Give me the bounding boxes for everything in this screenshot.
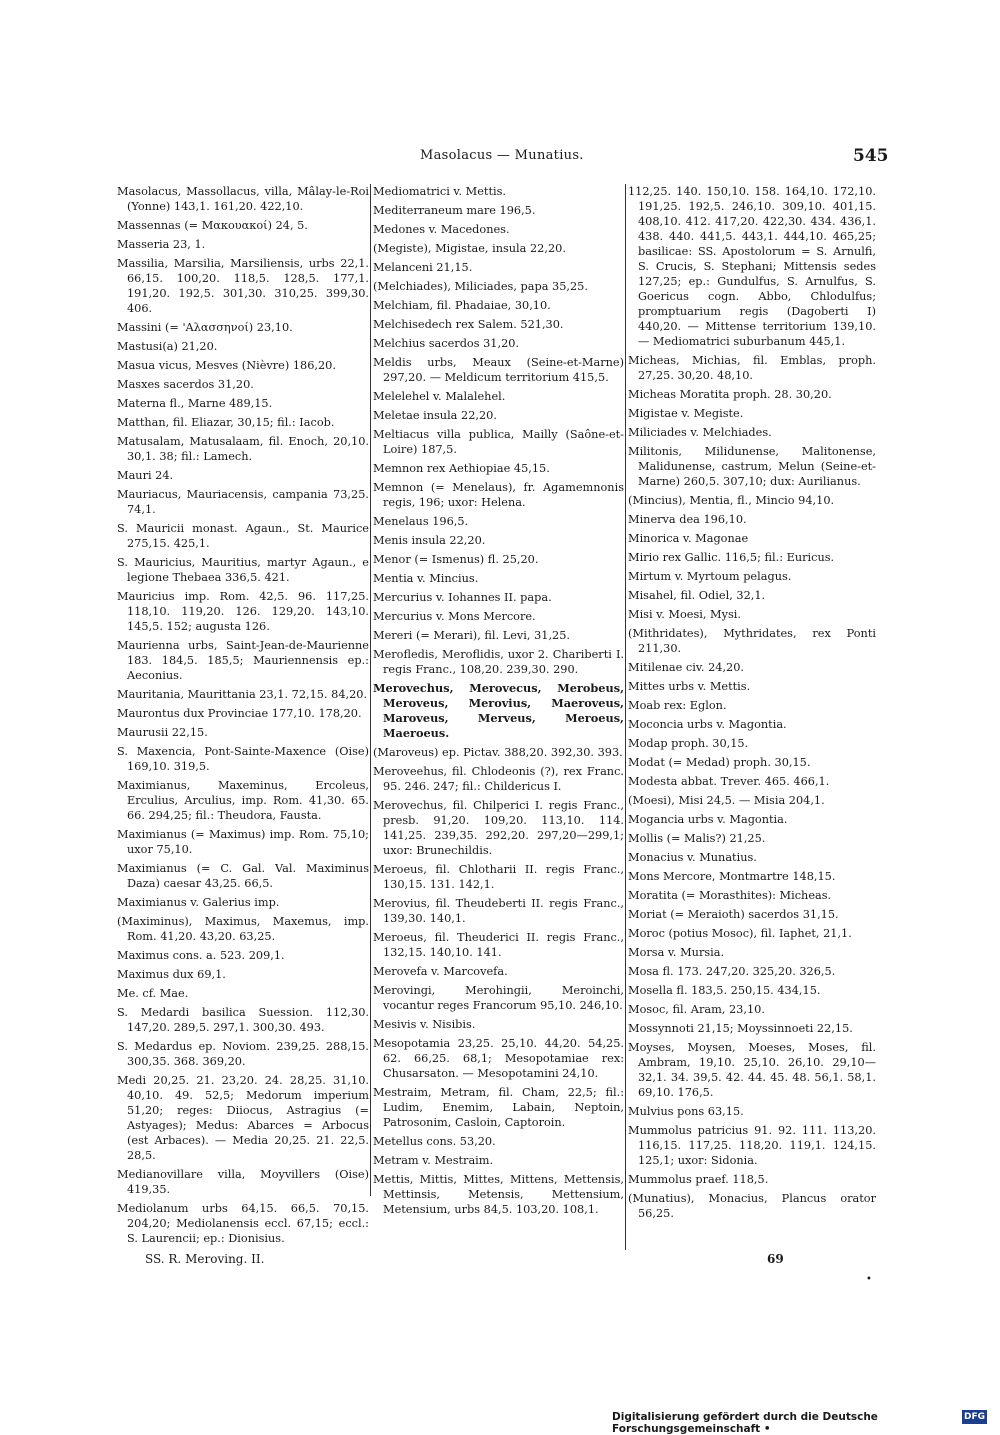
index-entry: S. Maxencia, Pont-Sainte-Maxence (Oise) 169,10. 319,5. — [117, 745, 369, 773]
index-column-2 — [373, 184, 624, 1221]
index-entry: Maximus cons. a. 523. 209,1. — [117, 949, 285, 962]
index-entry: Moroc (potius Mosoc), fil. Iaphet, 21,1. — [628, 927, 852, 940]
page-title: Masolacus — Munatius. — [420, 148, 584, 163]
index-entry: Materna fl., Marne 489,15. — [117, 397, 273, 410]
index-entry: Mediomatrici v. Mettis. — [373, 185, 506, 198]
digitization-notice: Digitalisierung gefördert durch die Deutsche Forschungsgemeinschaft • — [612, 1411, 878, 1435]
index-entry: Minorica v. Magonae — [628, 532, 749, 545]
sheet-signature: 69 — [767, 1252, 784, 1266]
index-entry: (Mincius), Mentia, fl., Mincio 94,10. — [628, 494, 835, 507]
index-entry: Meroveehus, fil. Chlodeonis (?), rex Franc. 95. 246. 247; fil.: Childericus I. — [373, 765, 624, 793]
index-entry: 112,25. 140. 150,10. 158. 164,10. 172,10. 191,25. 192,5. 246,10. 309,10. 401,15. 408,10. 412. 417,20. 422,30. 434. 436,1. 438. 440. 441,5. 443,1. 444,10. 465,25; basilicae: SS. Apostolorum = S. Arnulfi, S. Crucis, S. Stephani; Mittensis sedes 127,25; ep.: Gundulfus, S. Arnulfus, S. Goericus cogn. Abbo, Chlodulfus; promptuarium regis (Dagoberti I) 440,20. — Mittense territorium 139,10. — Mediomatrici suburbanum 445,1. — [628, 185, 876, 348]
index-entry: S. Medardus ep. Noviom. 239,25. 288,15. 300,35. 368. 369,20. — [117, 1040, 369, 1068]
page-number: 545 — [853, 146, 889, 166]
index-entry: (Munatius), Monacius, Plancus orator 56,25. — [628, 1192, 876, 1220]
index-entry: Misahel, fil. Odiel, 32,1. — [628, 589, 766, 602]
index-entry: (Melchiades), Miliciades, papa 35,25. — [373, 280, 588, 293]
index-entry: Mosa fl. 173. 247,20. 325,20. 326,5. — [628, 965, 836, 978]
index-entry: Minerva dea 196,10. — [628, 513, 747, 526]
index-entry: Modat (= Medad) proph. 30,15. — [628, 756, 811, 769]
index-entry: Mauritania, Maurittania 23,1. 72,15. 84,20. — [117, 688, 368, 701]
index-entry: Migistae v. Megiste. — [628, 407, 744, 420]
index-entry: Matthan, fil. Eliazar, 30,15; fil.: Iacob. — [117, 416, 335, 429]
index-entry: Melchiam, fil. Phadaiae, 30,10. — [373, 299, 551, 312]
index-entry: Mirio rex Gallic. 116,5; fil.: Euricus. — [628, 551, 835, 564]
index-entry: (Mithridates), Mythridates, rex Ponti 211,30. — [628, 627, 876, 655]
index-entry: Moab rex: Eglon. — [628, 699, 727, 712]
index-entry: Miliciades v. Melchiades. — [628, 426, 772, 439]
index-column-3 — [628, 184, 876, 1225]
index-entry: Metram v. Mestraim. — [373, 1154, 494, 1167]
index-entry: Mittes urbs v. Mettis. — [628, 680, 751, 693]
column-rule — [625, 184, 626, 1250]
index-entry: Maximianus, Maxeminus, Ercoleus, Erculius, Arculius, imp. Rom. 41,30. 65. 66. 294,25; fil.: Theudora, Fausta. — [117, 779, 369, 822]
index-entry: Mastusi(a) 21,20. — [117, 340, 218, 353]
index-entry: Mons Mercore, Montmartre 148,15. — [628, 870, 836, 883]
index-entry: S. Medardi basilica Suession. 112,30. 147,20. 289,5. 297,1. 300,30. 493. — [117, 1006, 369, 1034]
index-entry: Mossynnoti 21,15; Moyssinnoeti 22,15. — [628, 1022, 853, 1035]
index-entry: Mentia v. Mincius. — [373, 572, 479, 585]
index-entry: Modap proph. 30,15. — [628, 737, 749, 750]
index-entry: Menor (= Ismenus) fl. 25,20. — [373, 553, 539, 566]
index-entry: S. Mauricii monast. Agaun., St. Maurice 275,15. 425,1. — [117, 522, 369, 550]
index-entry: Meletae insula 22,20. — [373, 409, 497, 422]
running-head — [0, 146, 1000, 170]
index-entry: Maurienna urbs, Saint-Jean-de-Maurienne 183. 184,5. 185,5; Mauriennensis ep.: Aeconius. — [117, 639, 369, 682]
index-entry: Masxes sacerdos 31,20. — [117, 378, 254, 391]
index-entry: Merovefa v. Marcovefa. — [373, 965, 508, 978]
index-entry: Mediolanum urbs 64,15. 66,5. 70,15. 204,20; Mediolanensis eccl. 67,15; eccl.: S. Laurencii; ep.: Dionisius. — [117, 1202, 369, 1245]
index-entry: Masseria 23, 1. — [117, 238, 206, 251]
index-entry: Memnon rex Aethiopiae 45,15. — [373, 462, 550, 475]
index-entry: Moratita (= Morasthites): Micheas. — [628, 889, 832, 902]
index-entry: (Moesi), Misi 24,5. — Misia 204,1. — [628, 794, 825, 807]
index-entry: Mitilenae civ. 24,20. — [628, 661, 745, 674]
index-entry: Melelehel v. Malalehel. — [373, 390, 506, 403]
index-entry: S. Mauricius, Mauritius, martyr Agaun., e legione Thebaea 336,5. 421. — [117, 556, 369, 584]
index-entry: Mesivis v. Nisibis. — [373, 1018, 476, 1031]
index-entry: Mesopotamia 23,25. 25,10. 44,20. 54,25. 62. 66,25. 68,1; Mesopotamiae rex: Chusarsaton. — Mesopotamini 24,10. — [373, 1037, 624, 1080]
index-entry: Mulvius pons 63,15. — [628, 1105, 744, 1118]
index-entry: Mollis (= Malis?) 21,25. — [628, 832, 766, 845]
index-entry: Monacius v. Munatius. — [628, 851, 757, 864]
index-entry: Mestraim, Metram, fil. Cham, 22,5; fil.: Ludim, Enemim, Labain, Neptoin, Patrosonim, Casloin, Captoroin. — [373, 1086, 624, 1129]
index-entry: Merovechus, Merovecus, Merobeus, Meroveus, Merovius, Maeroveus, Maroveus, Merveus, Meroeus, Maeroeus. — [373, 681, 624, 740]
index-entry: Moyses, Moysen, Moeses, Moses, fil. Ambram, 19,10. 25,10. 26,10. 29,10—32,1. 34. 39,5. 42. 44. 45. 48. 56,1. 58,1. 69,10. 176,5. — [628, 1041, 876, 1099]
index-entry: Masua vicus, Mesves (Nièvre) 186,20. — [117, 359, 336, 372]
index-entry: Mercurius v. Mons Mercore. — [373, 610, 536, 623]
index-entry: Micheas Moratita proph. 28. 30,20. — [628, 388, 832, 401]
index-entry: Melanceni 21,15. — [373, 261, 473, 274]
index-entry: Masolacus, Massollacus, villa, Mâlay-le-Roi (Yonne) 143,1. 161,20. 422,10. — [117, 185, 369, 213]
index-entry: Menis insula 22,20. — [373, 534, 486, 547]
index-entry: Meldis urbs, Meaux (Seine-et-Marne) 297,20. — Meldicum territorium 415,5. — [373, 356, 624, 384]
index-entry: Misi v. Moesi, Mysi. — [628, 608, 742, 621]
index-entry: Mercurius v. Iohannes II. papa. — [373, 591, 552, 604]
index-entry: Matusalam, Matusalaam, fil. Enoch, 20,10. 30,1. 38; fil.: Lamech. — [117, 435, 369, 463]
index-entry: Medianovillare villa, Moyvillers (Oise) 419,35. — [117, 1168, 369, 1196]
index-entry: Medi 20,25. 21. 23,20. 24. 28,25. 31,10. 40,10. 49. 52,5; Medorum imperium 51,20; reges: Diiocus, Astragius (= Astyages); Medus: Abarces = Arbocus (est Arbaces). — Media 20,25. 21. 22,5. 28,5. — [117, 1074, 369, 1162]
index-entry: Metellus cons. 53,20. — [373, 1135, 496, 1148]
index-entry: Modesta abbat. Trever. 465. 466,1. — [628, 775, 830, 788]
column-rule — [370, 184, 371, 1196]
index-entry: Maximus dux 69,1. — [117, 968, 226, 981]
index-entry: Maurusii 22,15. — [117, 726, 208, 739]
index-entry: (Maximinus), Maximus, Maxemus, imp. Rom. 41,20. 43,20. 63,25. — [117, 915, 369, 943]
index-entry: Meroeus, fil. Theuderici II. regis Franc., 132,15. 140,10. 141. — [373, 931, 624, 959]
index-entry: Mediterraneum mare 196,5. — [373, 204, 536, 217]
series-signature: SS. R. Meroving. II. — [145, 1252, 265, 1266]
index-entry: Meroeus, fil. Chlotharii II. regis Franc., 130,15. 131. 142,1. — [373, 863, 624, 891]
index-entry: Mauri 24. — [117, 469, 174, 482]
index-entry: Merovius, fil. Theudeberti II. regis Franc., 139,30. 140,1. — [373, 897, 624, 925]
index-entry: Massennas (= Μακουακοί) 24, 5. — [117, 219, 308, 232]
dfg-logo: DFG — [964, 1412, 986, 1422]
index-entry: Militonis, Milidunense, Malitonense, Malidunense, castrum, Melun (Seine-et-Marne) 260,5. 307,10; dux: Aurilianus. — [628, 445, 876, 488]
index-entry: Me. cf. Mae. — [117, 987, 189, 1000]
index-entry: Mettis, Mittis, Mittes, Mittens, Mettensis, Mettinsis, Metensis, Mettensium, Metensium, urbs 84,5. 103,20. 108,1. — [373, 1173, 624, 1216]
index-entry: Micheas, Michias, fil. Emblas, proph. 27,25. 30,20. 48,10. — [628, 354, 876, 382]
index-entry: Merofledis, Meroflidis, uxor 2. Chariberti I. regis Franc., 108,20. 239,30. 290. — [373, 648, 624, 676]
index-entry: Merovingi, Merohingii, Meroinchi, vocantur reges Francorum 95,10. 246,10. — [373, 984, 624, 1012]
index-entry: Mummolus patricius 91. 92. 111. 113,20. 116,15. 117,25. 118,20. 119,1. 124,15. 125,1; uxor: Sidonia. — [628, 1124, 876, 1167]
index-entry: Mauriacus, Mauriacensis, campania 73,25. 74,1. — [117, 488, 369, 516]
index-entry: Massini (= 'Αλασσηνοί) 23,10. — [117, 321, 293, 334]
index-entry: Medones v. Macedones. — [373, 223, 510, 236]
index-entry: Mosoc, fil. Aram, 23,10. — [628, 1003, 765, 1016]
index-entry: Merovechus, fil. Chilperici I. regis Franc., presb. 91,20. 109,20. 113,10. 114. 141,25. 239,35. 292,20. 297,20—299,1; uxor: Brunechildis. — [373, 799, 624, 857]
index-entry: Melchius sacerdos 31,20. — [373, 337, 520, 350]
index-entry: Mauricius imp. Rom. 42,5. 96. 117,25. 118,10. 119,20. 126. 129,20. 143,10. 145,5. 152; augusta 126. — [117, 590, 369, 633]
index-entry: Maximianus v. Galerius imp. — [117, 896, 280, 909]
index-entry: Maximianus (= C. Gal. Val. Maximinus Daza) caesar 43,25. 66,5. — [117, 862, 369, 890]
print-mark: • — [866, 1274, 872, 1285]
index-entry: Mummolus praef. 118,5. — [628, 1173, 769, 1186]
index-entry: Mirtum v. Myrtoum pelagus. — [628, 570, 792, 583]
index-entry: Memnon (= Menelaus), fr. Agamemnonis regis, 196; uxor: Helena. — [373, 481, 624, 509]
index-entry: Mosella fl. 183,5. 250,15. 434,15. — [628, 984, 821, 997]
index-entry: Menelaus 196,5. — [373, 515, 469, 528]
index-entry: (Maroveus) ep. Pictav. 388,20. 392,30. 393. — [373, 746, 623, 759]
index-entry: Mereri (= Merari), fil. Levi, 31,25. — [373, 629, 571, 642]
index-entry: Massilia, Marsilia, Marsiliensis, urbs 22,1. 66,15. 100,20. 118,5. 128,5. 177,1. 191,20. 192,5. 301,30. 310,25. 399,30. 406. — [117, 257, 369, 315]
index-entry: Maurontus dux Provinciae 177,10. 178,20. — [117, 707, 362, 720]
index-entry: Moriat (= Meraioth) sacerdos 31,15. — [628, 908, 839, 921]
index-entry: Moconcia urbs v. Magontia. — [628, 718, 787, 731]
index-entry: Melchisedech rex Salem. 521,30. — [373, 318, 564, 331]
index-entry: Mogancia urbs v. Magontia. — [628, 813, 788, 826]
index-entry: Meltiacus villa publica, Mailly (Saône-et-Loire) 187,5. — [373, 428, 624, 456]
index-column-1 — [117, 184, 369, 1250]
index-entry: (Megiste), Migistae, insula 22,20. — [373, 242, 566, 255]
index-entry: Maximianus (= Maximus) imp. Rom. 75,10; uxor 75,10. — [117, 828, 369, 856]
index-entry: Morsa v. Mursia. — [628, 946, 725, 959]
